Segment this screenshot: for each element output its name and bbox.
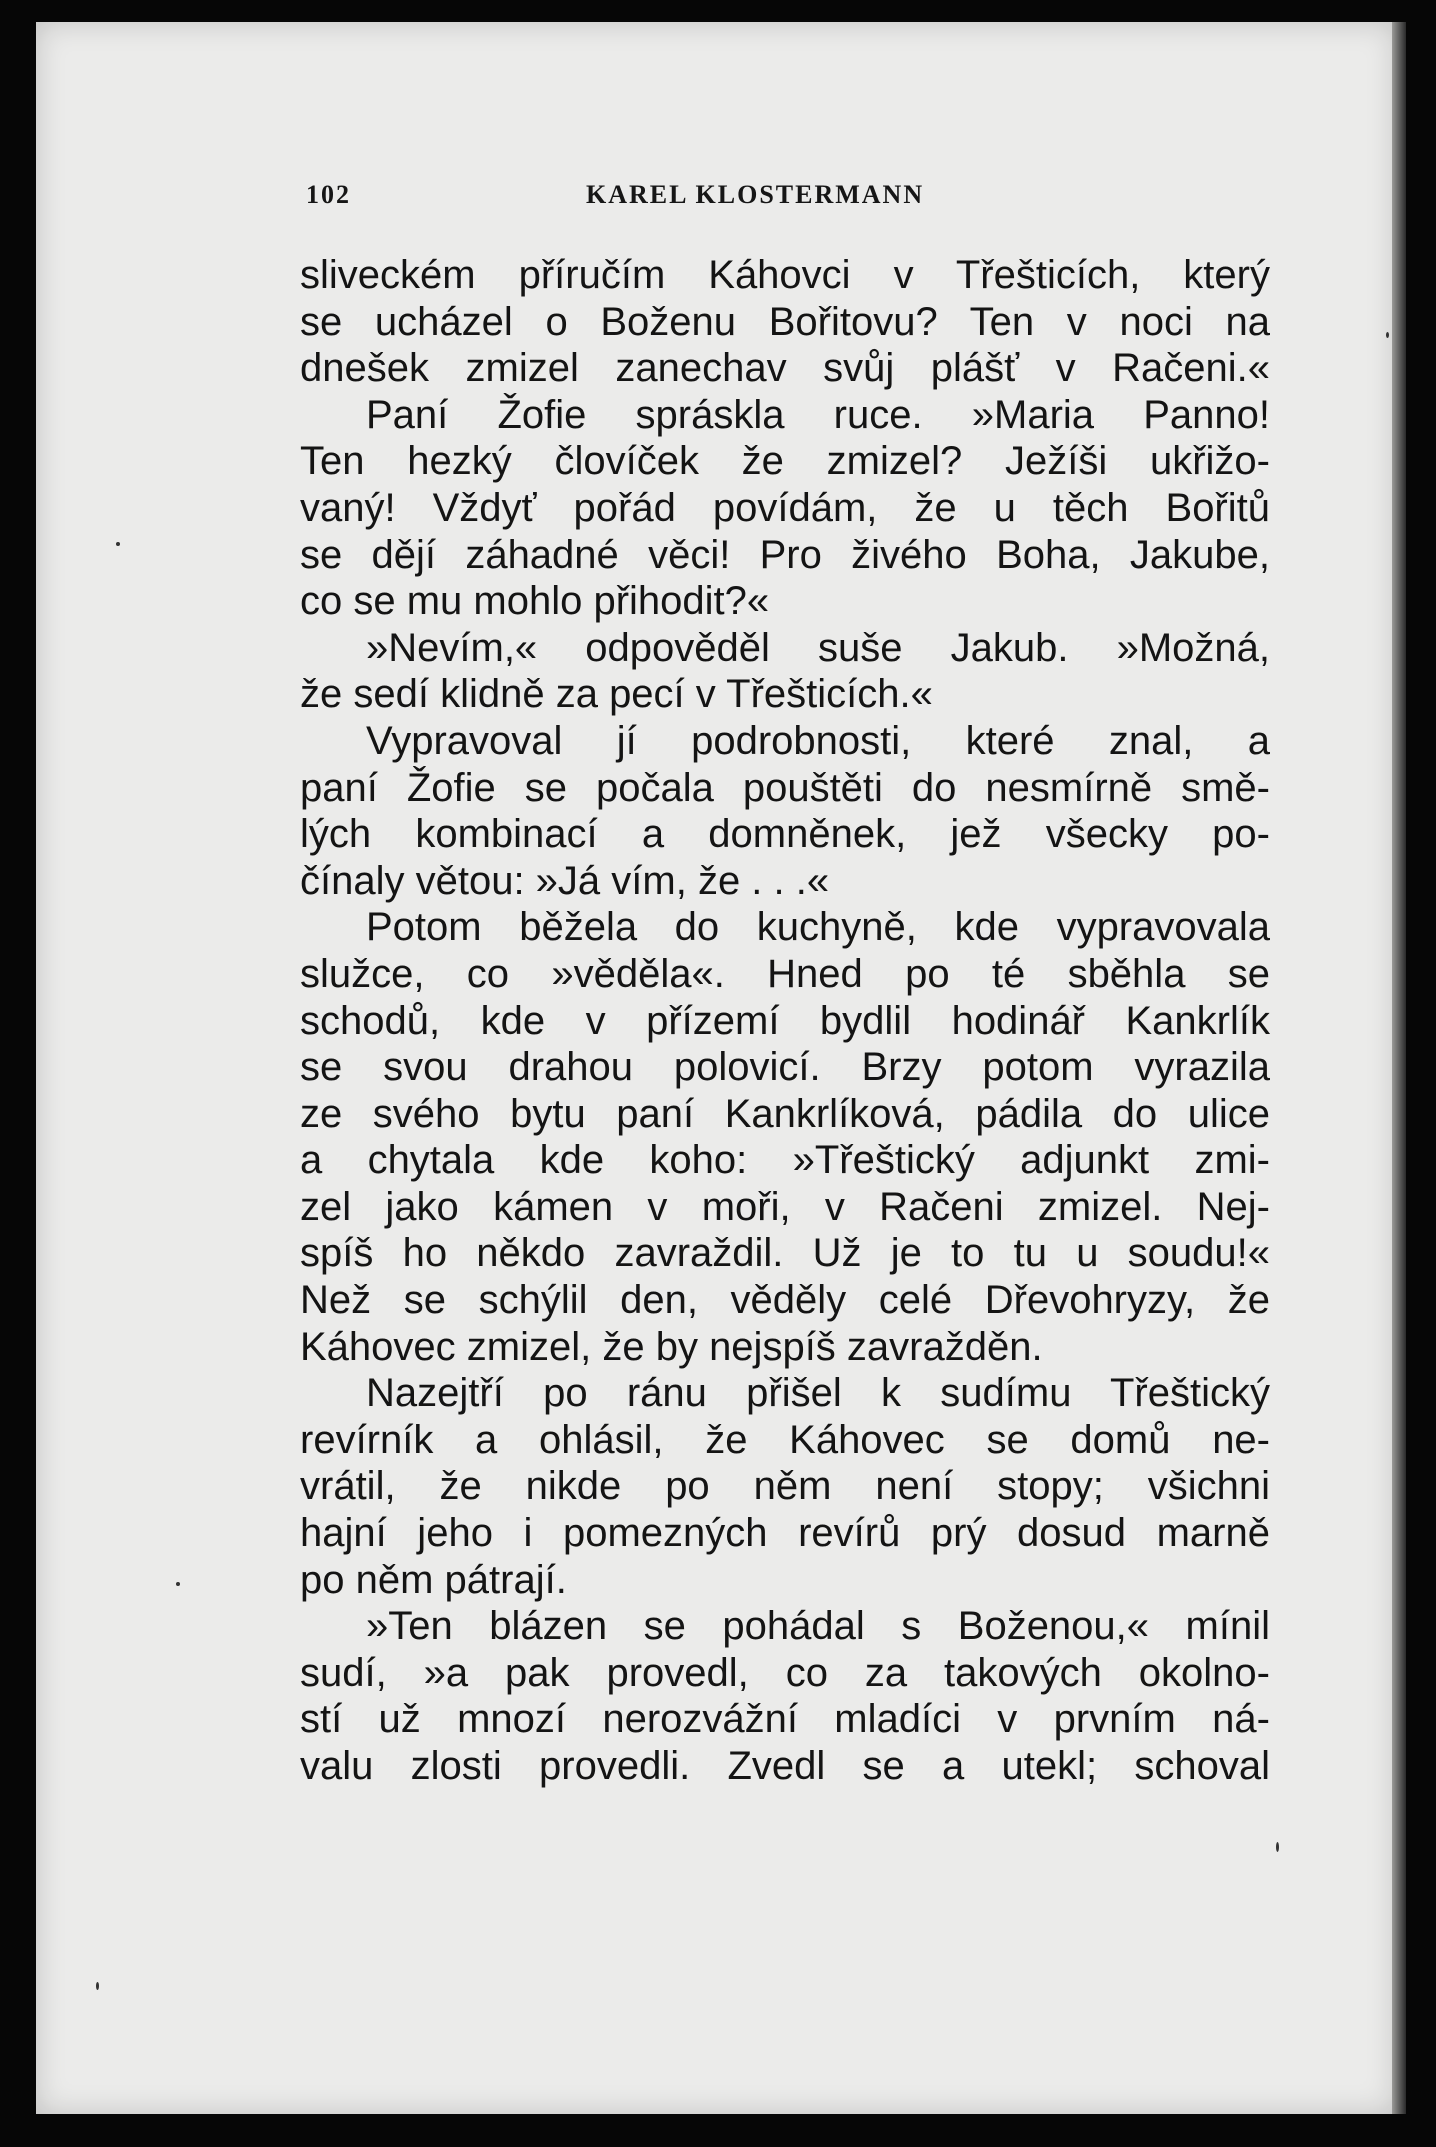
paper-speck — [116, 542, 120, 546]
text-line: spíš ho někdo zavraždil. Už je to tu u soudu!« — [300, 1231, 1270, 1276]
text-line: vrátil, že nikde po něm není stopy; všichni — [300, 1464, 1270, 1509]
text-line: dnešek zmizel zanechav svůj plášť v Račeni.« — [300, 346, 1270, 391]
text-line: Než se schýlil den, věděly celé Dřevohryzy, že — [300, 1278, 1270, 1323]
body-text — [300, 252, 1270, 1790]
paper-speck — [176, 1582, 180, 1586]
text-line: co se mu mohlo přihodit?« — [300, 579, 770, 624]
text-line: a chytala kde koho: »Třeštický adjunkt zmi- — [300, 1138, 1270, 1183]
text-line: Vypravoval jí podrobnosti, které znal, a — [366, 718, 1270, 763]
text-line: stí už mnozí nerozvážní mladíci v prvním ná- — [300, 1697, 1270, 1742]
text-line: čínaly větou: »Já vím, že . . .« — [300, 858, 830, 903]
text-line: že sedí klidně za pecí v Třešticích.« — [300, 672, 933, 717]
text-line: Potom běžela do kuchyně, kde vypravovala — [366, 905, 1270, 950]
text-line: »Nevím,« odpověděl suše Jakub. »Možná, — [366, 625, 1270, 670]
text-line: sliveckém příručím Káhovci v Třešticích, který — [300, 253, 1270, 297]
text-line: služce, co »věděla«. Hned po té sběhla se — [300, 951, 1270, 996]
text-line: Paní Žofie spráskla ruce. »Maria Panno! — [366, 392, 1270, 437]
text-line: se ucházel o Boženu Bořitovu? Ten v noci na — [300, 299, 1270, 344]
text-line: revírník a ohlásil, že Káhovec se domů ne- — [300, 1417, 1270, 1462]
text-line: »Ten blázen se pohádal s Boženou,« mínil — [366, 1604, 1270, 1649]
text-line: sudí, »a pak provedl, co za takových okolno- — [300, 1650, 1270, 1695]
running-head-author: KAREL KLOSTERMANN — [586, 180, 925, 209]
text-line: po něm pátrají. — [300, 1557, 567, 1602]
paper-speck — [96, 1982, 99, 1990]
text-line: hajní jeho i pomezných revírů prý dosud marně — [300, 1511, 1270, 1556]
page-edge-shadow — [1392, 22, 1406, 2114]
text-line: lých kombinací a domněnek, jež všecky po- — [300, 812, 1270, 857]
text-line: se dějí záhadné věci! Pro živého Boha, Jakube, — [300, 532, 1270, 577]
text-line: se svou drahou polovicí. Brzy potom vyrazila — [300, 1045, 1270, 1090]
text-line: paní Žofie se počala pouštěti do nesmírně smě- — [300, 765, 1270, 810]
text-line: ze svého bytu paní Kankrlíková, pádila do ulice — [300, 1091, 1270, 1136]
page-header — [306, 172, 1276, 216]
paper-speck — [1276, 1842, 1279, 1852]
text-line: zel jako kámen v moři, v Račeni zmizel. Nej- — [300, 1184, 1270, 1229]
text-line: Ten hezký človíček že zmizel? Ježíši ukřižo- — [300, 439, 1270, 484]
text-line: Káhovec zmizel, že by nejspíš zavražděn. — [300, 1324, 1043, 1369]
text-line: valu zlosti provedli. Zvedl se a utekl; schoval — [300, 1744, 1270, 1788]
text-line: Nazejtří po ránu přišel k sudímu Třeštický — [366, 1371, 1270, 1416]
text-line: vaný! Vždyť pořád povídám, že u těch Bořitů — [300, 485, 1270, 530]
paper-speck — [1386, 332, 1389, 338]
page-number: 102 — [306, 180, 351, 209]
text-line: schodů, kde v přízemí bydlil hodinář Kankrlík — [300, 998, 1270, 1043]
